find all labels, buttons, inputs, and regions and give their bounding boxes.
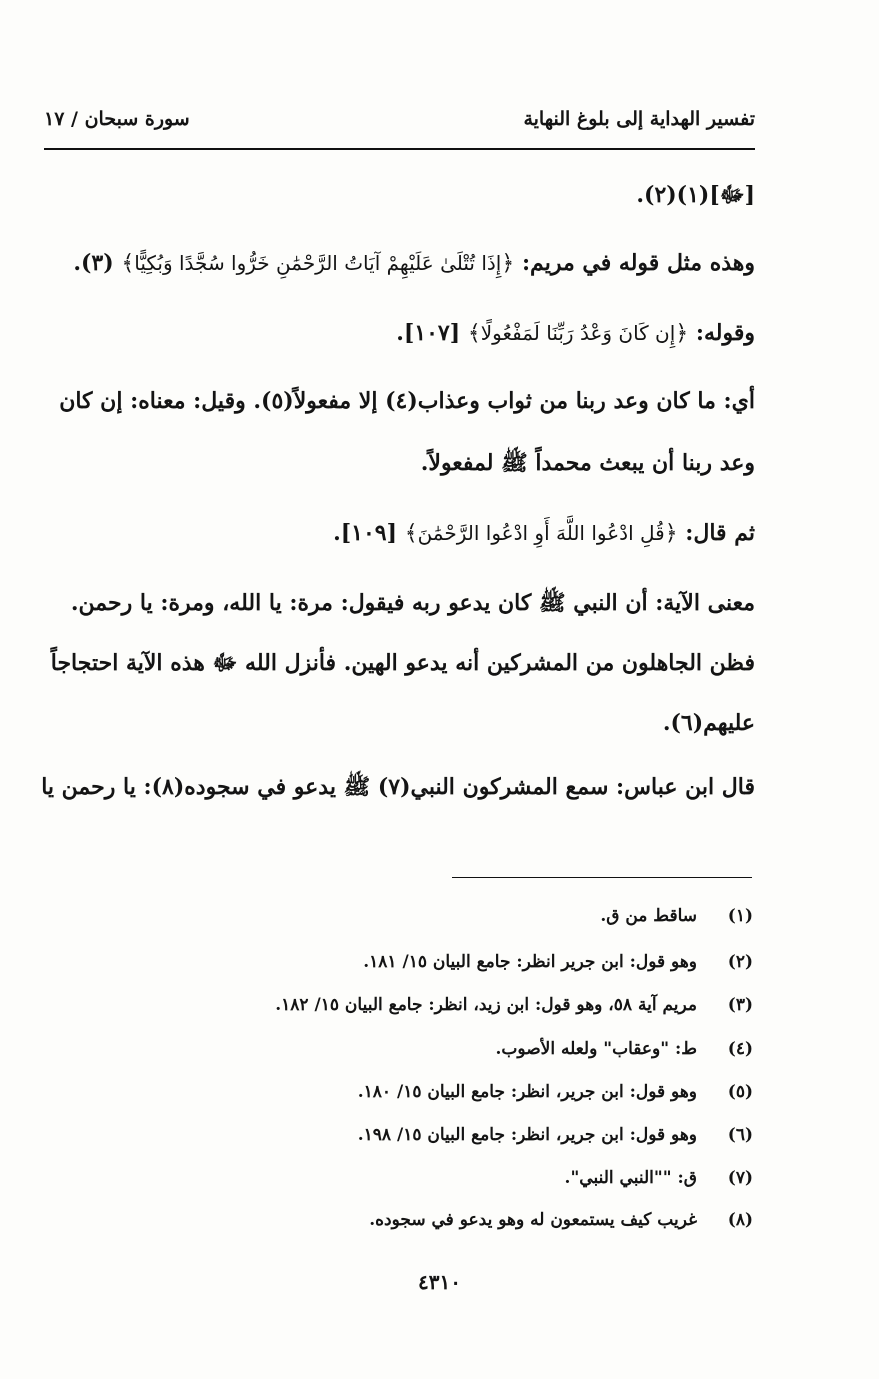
paragraph-5-line-2: فظن الجاهلون من المشركين أنه يدعو الهين. فأنزل الله ﷻ هذه الآية احتجاجاً (50, 650, 755, 676)
footnote-number: (٤) (727, 1039, 753, 1059)
footnote-5 (358, 1082, 753, 1102)
footnote-number: (٦) (727, 1125, 753, 1145)
footnote-number: (٣) (727, 995, 753, 1015)
paragraph-4: ثم قال: ﴿قُلِ ادْعُوا اللَّهَ أَوِ ادْعُوا الرَّحْمَٰنَ﴾ [١٠٩]. (333, 520, 755, 546)
footnote-2 (363, 952, 753, 972)
footnote-text: مريم آية ٥٨، وهو قول: ابن زيد، انظر: جامع البيان ١٥/ ١٨٢. (275, 995, 697, 1015)
footnote-separator (452, 877, 752, 878)
paragraph-5-line-3: عليهم(٦). (662, 710, 755, 736)
quran-verse: إِن كَانَ وَعْدُ رَبِّنَا لَمَفْعُولًا (480, 321, 676, 345)
note-ref: (٣). (73, 250, 114, 276)
surah-label: سورة سبحان / ١٧ (44, 108, 190, 130)
paragraph-3-line-1: أي: ما كان وعد ربنا من ثواب وعذاب(٤) إلا مفعولاً(٥). وقيل: معناه: إن كان (59, 388, 755, 414)
p2-text: وقوله: (695, 320, 755, 346)
footnote-text: وهو قول: ابن جرير، انظر: جامع البيان ١٥/ ١٨٠. (357, 1082, 697, 1102)
honorific: [ﷻ] (709, 182, 755, 208)
footnote-text: ق: ""النبي النبي". (564, 1168, 697, 1188)
paragraph-2: وقوله: ﴿إِن كَانَ وَعْدُ رَبِّنَا لَمَفْعُولًا﴾ [١٠٧]. (396, 320, 755, 346)
p4-text: ثم قال: (685, 520, 755, 546)
footnote-7 (565, 1168, 753, 1188)
quran-verse: قُلِ ادْعُوا اللَّهَ أَوِ ادْعُوا الرَّحْمَٰنَ (417, 521, 665, 545)
footnote-text: ساقط من ق. (600, 906, 697, 926)
verse-ref: [١٠٩]. (333, 520, 398, 546)
footnote-text: وهو قول: ابن جرير انظر: جامع البيان ١٥/ ١٨١. (363, 952, 697, 972)
footnote-number: (١) (727, 906, 753, 926)
quran-verse: إِذَا تُتْلَىٰ عَلَيْهِمْ آيَاتُ الرَّحْمَٰنِ خَرُّوا سُجَّدًا وَبُكِيًّا (134, 251, 502, 275)
p1-text: وهذه مثل قوله في مريم: (521, 250, 755, 276)
page-number: ٤٣١٠ (418, 1270, 461, 1294)
footnote-text: ط: "وعقاب" ولعله الأصوب. (495, 1039, 697, 1059)
footnote-number: (٧) (727, 1168, 753, 1188)
header-rule (44, 148, 755, 150)
footnote-3 (275, 995, 753, 1015)
note-refs: (١)(٢). (636, 182, 710, 208)
book-title: تفسير الهداية إلى بلوغ النهاية (523, 108, 755, 130)
verse-ref: [١٠٧]. (396, 320, 461, 346)
paragraph-0 (636, 178, 755, 212)
footnote-number: (٥) (727, 1082, 753, 1102)
paragraph-1: وهذه مثل قوله في مريم: ﴿إِذَا تُتْلَىٰ عَلَيْهِمْ آيَاتُ الرَّحْمَٰنِ خَرُّوا سُجَّدًا وَبُكِيًّا﴾ (٣). (73, 250, 755, 276)
footnote-text: وهو قول: ابن جرير، انظر: جامع البيان ١٥/ ١٩٨. (357, 1125, 697, 1145)
paragraph-5-line-1: معنى الآية: أن النبي ﷺ كان يدعو ربه فيقول: مرة: يا الله، ومرة: يا رحمن. (70, 590, 755, 616)
footnote-number: (٢) (727, 952, 753, 972)
footnote-text: غريب كيف يستمعون له وهو يدعو في سجوده. (369, 1210, 697, 1230)
footnote-number: (٨) (727, 1210, 753, 1230)
footnote-8 (369, 1210, 753, 1230)
paragraph-3-line-2: وعد ربنا أن يبعث محمداً ﷺ لمفعولاً. (420, 450, 755, 476)
paragraph-6-line-1: قال ابن عباس: سمع المشركون النبي(٧) ﷺ يدعو في سجوده(٨): يا رحمن يا (41, 774, 755, 800)
footnote-4 (496, 1039, 754, 1059)
footnote-1 (600, 906, 753, 926)
running-header (44, 108, 755, 148)
footnote-6 (358, 1125, 753, 1145)
